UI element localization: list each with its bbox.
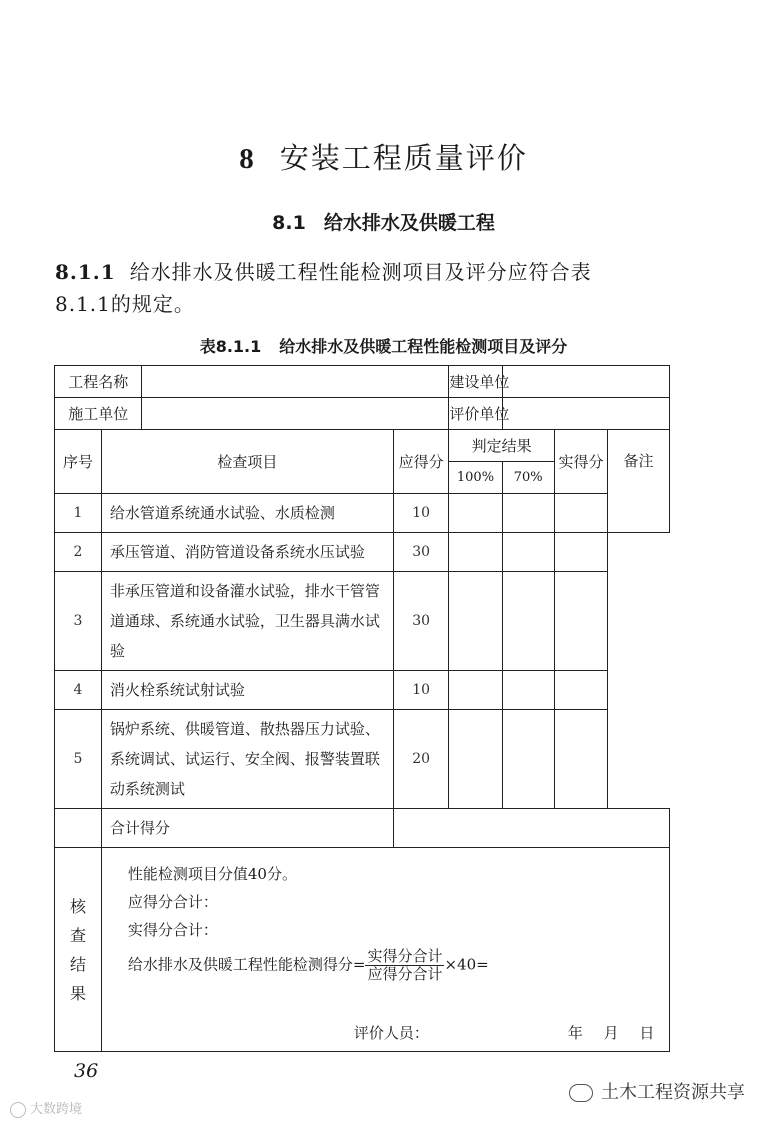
formula-fraction — [365, 948, 444, 983]
row-actual-score-cell[interactable] — [554, 533, 607, 572]
row-pct100-cell[interactable] — [449, 710, 502, 809]
table-row — [55, 533, 670, 572]
total-row — [55, 809, 670, 848]
row-pct70-cell[interactable] — [502, 671, 554, 710]
clause-text-line2: 8.1.1的规定。 — [55, 292, 195, 316]
chapter-title-text: 安装工程质量评价 — [279, 141, 528, 175]
row-item: 消火栓系统试射试验 — [101, 671, 393, 710]
wechat-watermark-text: 土木工程资源共享 — [601, 1082, 745, 1103]
row-actual-score-cell[interactable] — [554, 671, 607, 710]
builder-value[interactable] — [502, 366, 669, 398]
total-value-cell[interactable] — [393, 809, 669, 848]
row-item: 给水管道系统通水试验、水质检测 — [101, 494, 393, 533]
corner-watermark — [10, 1098, 82, 1118]
project-name-label: 工程名称 — [55, 366, 142, 398]
row-pct100-cell[interactable] — [449, 572, 502, 671]
table-caption — [0, 334, 767, 357]
brand-logo-icon — [10, 1102, 26, 1118]
table-row — [55, 671, 670, 710]
table-row — [55, 572, 670, 671]
review-line-1: 性能检测项目分值40分。 — [127, 865, 297, 883]
actual-score-header: 实得分 — [554, 430, 607, 494]
info-row-1 — [55, 366, 670, 398]
pct70-header: 70% — [502, 462, 554, 494]
evaluator-unit-label: 评价单位 — [449, 398, 502, 430]
corner-watermark-text: 大数跨境 — [30, 1102, 83, 1117]
formula-prefix: 给水排水及供暖工程性能检测得分= — [127, 955, 366, 974]
row-pct100-cell[interactable] — [449, 494, 502, 533]
row-should-score: 10 — [393, 494, 448, 533]
page-number: 36 — [74, 1060, 99, 1082]
row-seq: 3 — [55, 572, 102, 671]
row-seq: 5 — [55, 710, 102, 809]
row-item: 非承压管道和设备灌水试验，排水干管管道通球、系统通水试验，卫生器具满水试验 — [101, 572, 393, 671]
review-label-char: 查 — [69, 925, 86, 945]
review-label — [55, 848, 102, 1052]
row-seq: 2 — [55, 533, 102, 572]
info-row-2 — [55, 398, 670, 430]
signature-row — [128, 1019, 669, 1043]
row-seq: 1 — [55, 494, 102, 533]
row-should-score: 30 — [393, 533, 448, 572]
wechat-icon — [569, 1084, 593, 1102]
review-line-2: 应得分合计： — [127, 893, 218, 911]
formula-suffix: ×40= — [444, 955, 489, 974]
evaluator-label: 评价人员： — [353, 1024, 429, 1042]
date-label: 年 月 日 — [567, 1024, 663, 1042]
row-should-score: 20 — [393, 710, 448, 809]
clause-text-line1: 给水排水及供暖工程性能检测项目及评分应符合表 — [129, 260, 592, 284]
contractor-value[interactable] — [142, 398, 449, 430]
table-caption-number: 表8.1.1 — [199, 337, 262, 356]
clause-paragraph — [55, 256, 685, 320]
row-actual-score-cell[interactable] — [554, 572, 607, 671]
total-seq-cell — [55, 809, 102, 848]
row-item: 锅炉系统、供暖管道、散热器压力试验、系统调试、试运行、安全阀、报警装置联动系统测试 — [101, 710, 393, 809]
chapter-number: 8 — [239, 143, 256, 175]
review-row — [55, 848, 670, 1052]
contractor-label: 施工单位 — [55, 398, 142, 430]
item-header: 检查项目 — [101, 430, 393, 494]
section-title-text: 给水排水及供暖工程 — [323, 212, 495, 234]
review-label-char: 结 — [69, 954, 86, 974]
row-pct100-cell[interactable] — [449, 671, 502, 710]
row-seq: 4 — [55, 671, 102, 710]
total-label: 合计得分 — [101, 809, 393, 848]
should-score-header: 应得分 — [393, 430, 448, 494]
chapter-title — [0, 136, 767, 177]
row-pct70-cell[interactable] — [502, 572, 554, 671]
review-content — [101, 848, 669, 1052]
formula-denominator: 应得分合计 — [367, 965, 443, 983]
review-formula — [128, 948, 669, 983]
evaluation-table — [54, 365, 670, 1052]
row-actual-score-cell[interactable] — [554, 494, 607, 533]
row-should-score: 10 — [393, 671, 448, 710]
judgement-header: 判定结果 — [449, 430, 555, 462]
review-label-char: 果 — [69, 983, 86, 1003]
builder-label: 建设单位 — [449, 366, 502, 398]
row-actual-score-cell[interactable] — [554, 710, 607, 809]
clause-number: 8.1.1 — [55, 260, 116, 284]
row-should-score: 30 — [393, 572, 448, 671]
table-caption-title: 给水排水及供暖工程性能检测项目及评分 — [279, 337, 568, 356]
row-pct70-cell[interactable] — [502, 494, 554, 533]
seq-header: 序号 — [55, 430, 102, 494]
review-line-3: 实得分合计： — [127, 921, 218, 939]
row-pct70-cell[interactable] — [502, 533, 554, 572]
section-number: 8.1 — [272, 212, 306, 234]
remarks-header: 备注 — [608, 430, 670, 533]
review-label-char: 核 — [69, 896, 86, 916]
table-row — [55, 710, 670, 809]
table-row — [55, 494, 670, 533]
pct100-header: 100% — [449, 462, 502, 494]
row-pct70-cell[interactable] — [502, 710, 554, 809]
row-pct100-cell[interactable] — [449, 533, 502, 572]
row-item: 承压管道、消防管道设备系统水压试验 — [101, 533, 393, 572]
wechat-watermark — [569, 1078, 745, 1104]
section-title — [0, 208, 767, 235]
formula-numerator: 实得分合计 — [367, 947, 443, 965]
column-header-row-1 — [55, 430, 670, 462]
project-name-value[interactable] — [142, 366, 449, 398]
evaluator-unit-value[interactable] — [502, 398, 669, 430]
